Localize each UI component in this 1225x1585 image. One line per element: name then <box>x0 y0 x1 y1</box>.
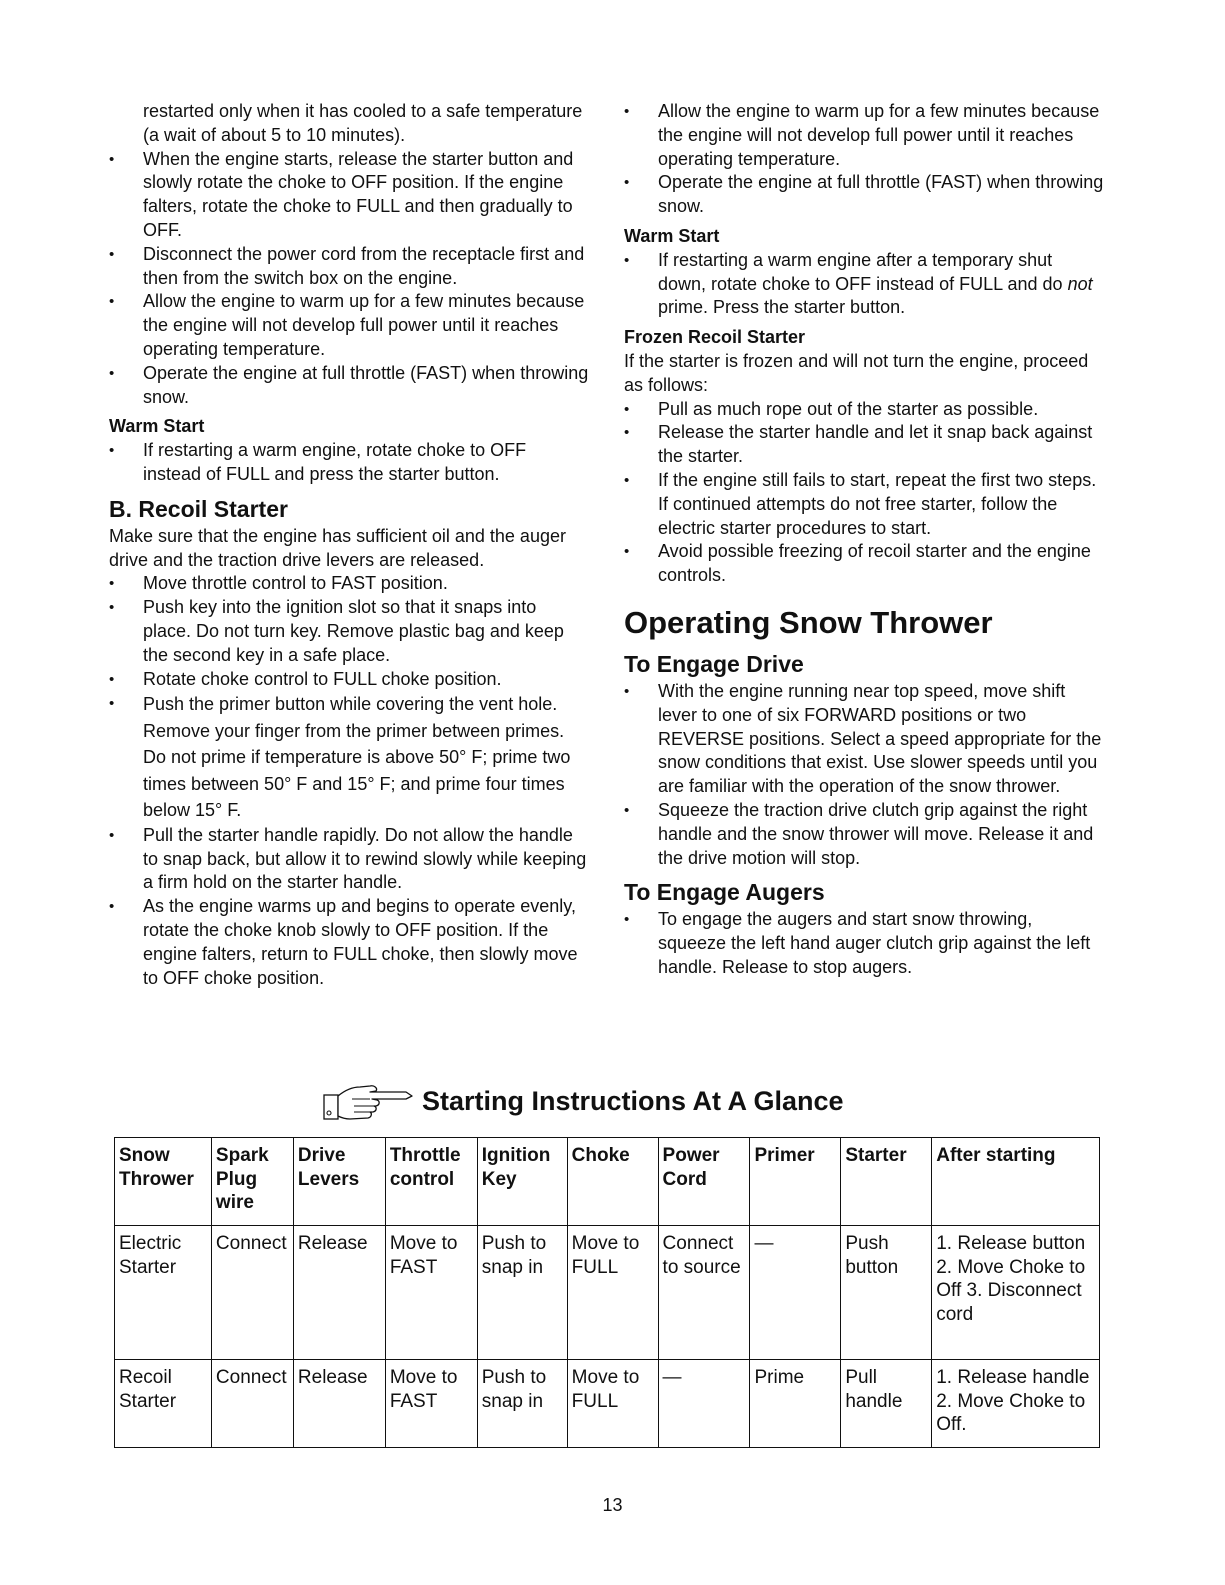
column-header: Choke <box>567 1138 658 1226</box>
column-header: Power Cord <box>658 1138 750 1226</box>
column-header: Primer <box>750 1138 841 1226</box>
table-cell: Move to FULL <box>567 1226 658 1360</box>
page-number: 13 <box>602 1495 623 1515</box>
table-cell: Electric Starter <box>115 1226 212 1360</box>
frozen-intro: If the starter is frozen and will not turn the engine, proceed as follows: <box>624 350 1089 395</box>
table-cell: Connect <box>211 1226 293 1360</box>
starting-instructions-table <box>114 1137 1100 1448</box>
list-item: • Pull as much rope out of the starter as possible. <box>624 398 1104 422</box>
table-cell: Push to snap in <box>477 1360 567 1448</box>
list-item: • Release the starter handle and let it snap back against the starter. <box>624 421 1104 469</box>
list-item: • As the engine warms up and begins to operate evenly, rotate the choke knob slowly to OFF position. If the engine falters, return to FULL choke, then slowly move to OFF choke position. <box>109 895 589 990</box>
glance-title: Starting Instructions At A Glance <box>422 1085 844 1116</box>
list-item: • Avoid possible freezing of recoil starter and the engine controls. <box>624 540 1104 588</box>
list-item: • With the engine running near top speed, move shift lever to one of six FORWARD positions or two REVERSE positions. Select a speed appropriate for the snow conditions that exist. Use slower speeds until you are familiar with the operation of the snow thrower. <box>624 680 1104 799</box>
recoil-starter-heading: B. Recoil Starter <box>109 495 288 522</box>
warm-start-list <box>624 249 1104 320</box>
table-cell: Recoil Starter <box>115 1360 212 1448</box>
table-cell: — <box>658 1360 750 1448</box>
warm-start-text: If restarting a warm engine after a temporary shut down, rotate choke to OFF instead of FULL and do <box>658 249 1068 294</box>
table-cell: Move to FAST <box>385 1360 477 1448</box>
list-item: • Operate the engine at full throttle (FAST) when throwing snow. <box>109 362 589 410</box>
list-item: • Squeeze the traction drive clutch grip against the right handle and the snow thrower will move. Release it and the drive motion will stop. <box>624 799 1104 870</box>
list-item <box>624 249 1104 320</box>
column-header: Drive Levers <box>293 1138 385 1226</box>
table-cell: — <box>750 1226 841 1360</box>
continuation-text: restarted only when it has cooled to a safe temperature (a wait of about 5 to 10 minutes). <box>143 101 583 145</box>
recoil-intro: Make sure that the engine has sufficient oil and the auger drive and the traction drive levers are released. <box>109 525 566 570</box>
table-cell: Push button <box>841 1226 932 1360</box>
recoil-bullet-list <box>109 572 589 990</box>
table-cell: Move to FAST <box>385 1226 477 1360</box>
table-row <box>115 1360 1100 1448</box>
table-header-row <box>115 1138 1100 1226</box>
list-item: • Rotate choke control to FULL choke position. <box>109 668 589 692</box>
right-column <box>624 100 1104 980</box>
list-item: • Operate the engine at full throttle (FAST) when throwing snow. <box>624 171 1104 219</box>
frozen-recoil-heading: Frozen Recoil Starter <box>624 327 806 348</box>
pointing-hand-icon <box>322 1081 414 1121</box>
column-header: Throttle control <box>385 1138 477 1226</box>
table-cell: 1. Release handle 2. Move Choke to Off. <box>932 1360 1100 1448</box>
warm-start-text-end: prime. Press the starter button. <box>658 297 906 318</box>
table-cell: Prime <box>750 1360 841 1448</box>
column-header: Ignition Key <box>477 1138 567 1226</box>
list-item: • Disconnect the power cord from the receptacle first and then from the switch box on the engine. <box>109 243 589 291</box>
table-cell: Pull handle <box>841 1360 932 1448</box>
list-item: • When the engine starts, release the starter button and slowly rotate the choke to OFF position. If the engine falters, rotate the choke to FULL and then gradually to OFF. <box>109 148 589 243</box>
warm-start-heading: Warm Start <box>624 225 720 246</box>
list-item: • To engage the augers and start snow throwing, squeeze the left hand auger clutch grip against the left handle. Release to stop augers. <box>624 908 1104 979</box>
list-item: • If restarting a warm engine, rotate choke to OFF instead of FULL and press the starter button. <box>109 439 589 487</box>
warmup-bullet-list <box>624 100 1104 219</box>
table-cell: Push to snap in <box>477 1226 567 1360</box>
frozen-bullet-list <box>624 398 1104 588</box>
engage-augers-heading: To Engage Augers <box>624 879 825 906</box>
glance-heading <box>322 1080 844 1122</box>
table-row <box>115 1226 1100 1360</box>
warm-start-heading: Warm Start <box>109 416 205 437</box>
column-header: Snow Thrower <box>115 1138 212 1226</box>
table-cell: Connect <box>211 1360 293 1448</box>
table-cell: Release <box>293 1360 385 1448</box>
left-column <box>109 100 589 990</box>
list-item: • Move throttle control to FAST position. <box>109 572 589 596</box>
column-header: Spark Plug wire <box>211 1138 293 1226</box>
start-bullet-list <box>109 148 589 410</box>
column-header: Starter <box>841 1138 932 1226</box>
augers-bullet-list <box>624 908 1104 979</box>
engage-drive-heading: To Engage Drive <box>624 650 804 677</box>
table-cell: 1. Release button 2. Move Choke to Off 3. Disconnect cord <box>932 1226 1100 1360</box>
list-item: • Allow the engine to warm up for a few minutes because the engine will not develop full power until it reaches operating temperature. <box>109 290 589 361</box>
table-cell: Release <box>293 1226 385 1360</box>
list-item: • Push key into the ignition slot so that it snaps into place. Do not turn key. Remove plastic bag and keep the second key in a safe place. <box>109 596 589 667</box>
emphasis-not: not <box>1067 273 1093 294</box>
table-cell: Move to FULL <box>567 1360 658 1448</box>
column-header: After starting <box>932 1138 1100 1226</box>
drive-bullet-list <box>624 680 1104 870</box>
table-cell: Connect to source <box>658 1226 750 1360</box>
list-item: • Allow the engine to warm up for a few minutes because the engine will not develop full power until it reaches operating temperature. <box>624 100 1104 171</box>
list-item: • If the engine still fails to start, repeat the first two steps. If continued attempts do not free starter, follow the electric starter procedures to start. <box>624 469 1104 540</box>
warm-start-list <box>109 439 589 487</box>
list-item: • Pull the starter handle rapidly. Do not allow the handle to snap back, but allow it to rewind slowly while keeping a firm hold on the starter handle. <box>109 824 589 895</box>
operating-heading: Operating Snow Thrower <box>624 604 993 640</box>
list-item: • Push the primer button while covering the vent hole. Remove your finger from the primer between primes. Do not prime if temperature is above 50° F; prime two times between 50° F and 15° F; and prime four times below 15° F. <box>109 691 589 824</box>
